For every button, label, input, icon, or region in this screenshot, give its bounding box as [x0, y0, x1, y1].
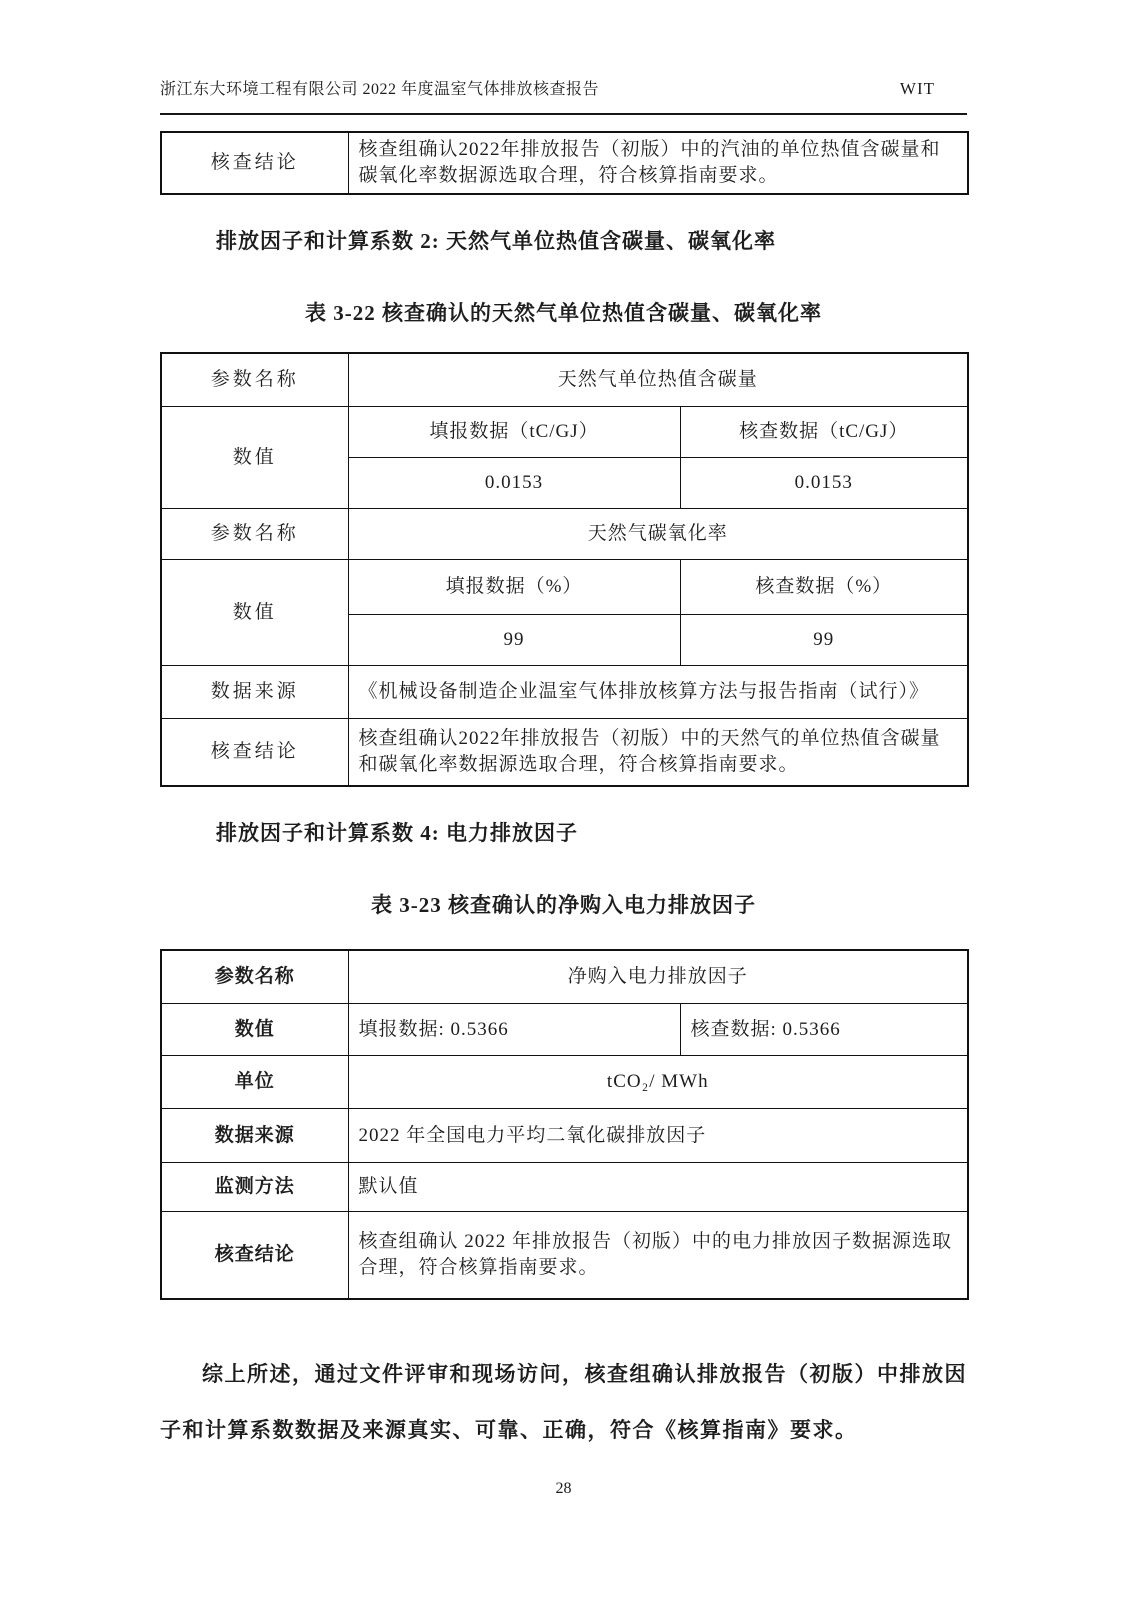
- page-number: 28: [555, 1480, 572, 1497]
- num-verified-cell: 核查数据: 0.5366: [680, 1004, 968, 1056]
- table-row: [161, 666, 968, 719]
- table-3-22-caption: 表 3-22 核查确认的天然气单位热值含碳量、碳氧化率: [305, 301, 822, 325]
- wit-logo: WIT: [899, 79, 935, 98]
- table-row: [161, 132, 968, 194]
- table-row: [161, 1212, 968, 1300]
- table-row: [161, 407, 968, 458]
- table-row: [161, 1163, 968, 1212]
- carryover-conclusion-table: [160, 131, 969, 195]
- num1-verified-value-cell: 0.0153: [680, 458, 968, 509]
- num2-reported-header-cell: 填报数据（%）: [348, 560, 680, 615]
- num1-reported-value-cell: 0.0153: [348, 458, 680, 509]
- num1-reported-header-cell: 填报数据（tC/GJ）: [348, 407, 680, 458]
- conclusion-label-cell: 核查结论: [161, 132, 348, 194]
- section-heading-power: 排放因子和计算系数 4: 电力排放因子: [216, 821, 578, 845]
- num-label-cell: 数值: [161, 1004, 348, 1056]
- num2-verified-value-cell: 99: [680, 615, 968, 666]
- conclusion-label-cell: 核查结论: [161, 1212, 348, 1300]
- param1-label-cell: 参数名称: [161, 353, 348, 407]
- param-value-cell: 净购入电力排放因子: [348, 950, 968, 1004]
- num2-label-cell: 数值: [161, 560, 348, 666]
- num2-reported-value-cell: 99: [348, 615, 680, 666]
- table-row: [161, 1109, 968, 1163]
- conclusion-value-cell: 核查组确认2022年排放报告（初版）中的天然气的单位热值含碳量和碳氧化率数据源选取合理，符合核算指南要求。: [348, 719, 968, 787]
- param2-label-cell: 参数名称: [161, 509, 348, 560]
- method-value-cell: 默认值: [348, 1163, 968, 1212]
- num1-label-cell: 数值: [161, 407, 348, 509]
- param1-value-cell: 天然气单位热值含碳量: [348, 353, 968, 407]
- source-label-cell: 数据来源: [161, 1109, 348, 1163]
- table-row: [161, 509, 968, 560]
- conclusion-label-cell: 核查结论: [161, 719, 348, 787]
- table-row: [161, 353, 968, 407]
- table-row: [161, 1004, 968, 1056]
- source-value-cell: 《机械设备制造企业温室气体排放核算方法与报告指南（试行）》: [348, 666, 968, 719]
- conclusion-value-cell: 核查组确认2022年排放报告（初版）中的汽油的单位热值含碳量和碳氧化率数据源选取合理，符合核算指南要求。: [348, 132, 968, 194]
- unit-label-cell: 单位: [161, 1056, 348, 1109]
- closing-paragraph: 综上所述，通过文件评审和现场访问，核查组确认排放报告（初版）中排放因子和计算系数数据及来源真实、可靠、正确，符合《核算指南》要求。: [160, 1362, 967, 1442]
- num2-verified-header-cell: 核查数据（%）: [680, 560, 968, 615]
- page-header: [160, 0, 967, 99]
- param-label-cell: 参数名称: [161, 950, 348, 1004]
- table-3-22: [160, 352, 969, 787]
- table-row: [161, 560, 968, 615]
- method-label-cell: 监测方法: [161, 1163, 348, 1212]
- num1-verified-header-cell: 核查数据（tC/GJ）: [680, 407, 968, 458]
- report-title: 浙江东大环境工程有限公司 2022 年度温室气体排放核查报告: [160, 81, 600, 98]
- table-row: [161, 950, 968, 1004]
- num-reported-cell: 填报数据: 0.5366: [348, 1004, 680, 1056]
- unit-value-cell: tCO₂/ MWh: [348, 1056, 968, 1109]
- table-3-23: [160, 949, 969, 1300]
- source-label-cell: 数据来源: [161, 666, 348, 719]
- conclusion-value-cell: 核查组确认 2022 年排放报告（初版）中的电力排放因子数据源选取合理，符合核算指南要求。: [348, 1212, 968, 1300]
- table-row: [161, 719, 968, 787]
- page-content: [160, 0, 967, 1497]
- param2-value-cell: 天然气碳氧化率: [348, 509, 968, 560]
- source-value-cell: 2022 年全国电力平均二氧化碳排放因子: [348, 1109, 968, 1163]
- header-divider: [160, 113, 967, 115]
- table-row: [161, 1056, 968, 1109]
- table-3-23-caption: 表 3-23 核查确认的净购入电力排放因子: [371, 893, 756, 917]
- section-heading-gas: 排放因子和计算系数 2: 天然气单位热值含碳量、碳氧化率: [216, 229, 776, 253]
